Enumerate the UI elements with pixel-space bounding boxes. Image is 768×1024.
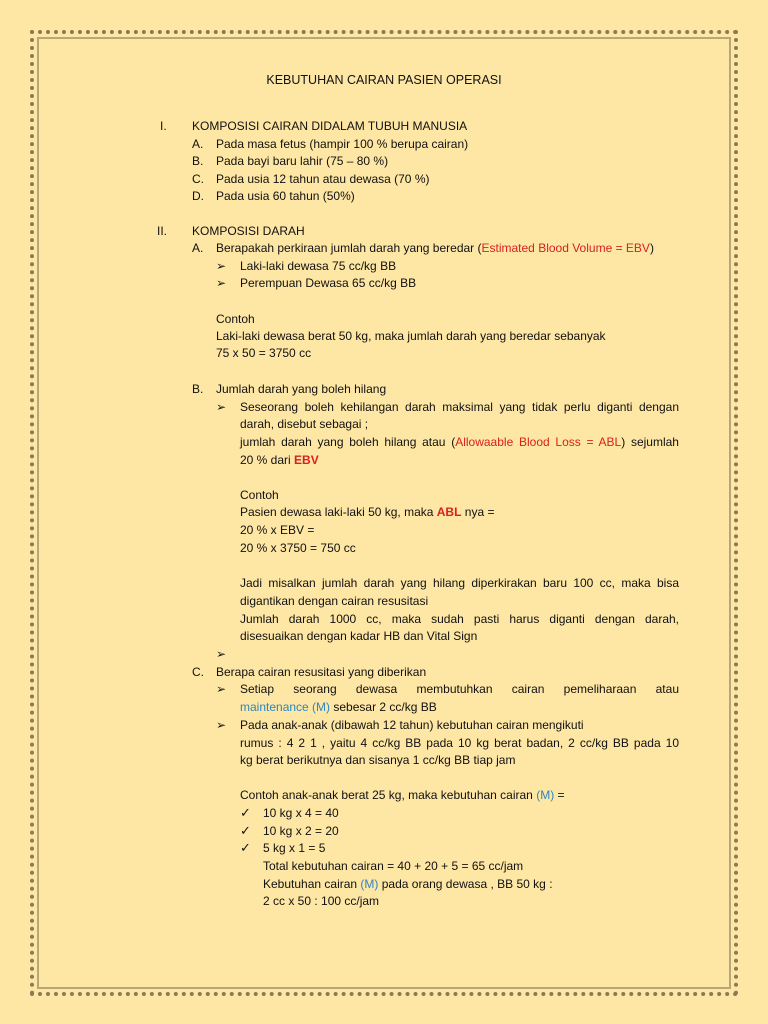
paragraph-text: Jadi misalkan jumlah darah yang hilang diperkirakan baru 100 cc, maka bisa	[240, 576, 679, 590]
list-label: A.	[192, 137, 204, 151]
paragraph-text: Setiap seorang dewasa membutuhkan cairan pemeliharaan atau	[240, 682, 679, 696]
text: )	[649, 241, 654, 255]
text: pada orang dewasa , BB 50 kg :	[378, 877, 553, 891]
text: =	[554, 788, 565, 802]
check-icon: ✓	[240, 840, 251, 855]
paragraph-text: disesuaikan dengan kadar HB dan Vital Sign	[240, 629, 478, 643]
section-2-number: II.	[157, 224, 168, 238]
text: nya =	[461, 505, 495, 519]
subsection-b-text: Jumlah darah yang boleh hilang	[216, 382, 387, 396]
text: Kebutuhan cairan	[263, 877, 361, 891]
text: jumlah darah yang boleh hilang atau (	[240, 435, 456, 449]
paragraph-text: Seseorang boleh kehilangan darah maksimal yang tidak perlu diganti dengan	[240, 400, 679, 414]
maintenance-term: maintenance (M)	[240, 700, 331, 714]
text: Pasien dewasa laki-laki 50 kg, maka	[240, 505, 437, 519]
text: sebesar 2 cc/kg BB	[330, 700, 437, 714]
text: Berapakah perkiraan jumlah darah yang beredar (	[216, 241, 482, 255]
paragraph-text: digantikan dengan cairan resusitasi	[240, 594, 429, 608]
calc-line: 10 kg x 2 = 20	[263, 824, 339, 838]
bullet-text: Laki-laki dewasa 75 cc/kg BB	[240, 259, 397, 273]
subsection-a-text	[216, 240, 654, 257]
list-label: D.	[192, 189, 204, 203]
m-term: (M)	[360, 877, 379, 891]
list-label: B.	[192, 154, 204, 168]
arrow-bullet-icon: ➢	[216, 259, 227, 273]
paragraph-text	[240, 434, 679, 451]
section-2-heading: KOMPOSISI DARAH	[192, 224, 305, 238]
arrow-bullet-icon: ➢	[216, 682, 227, 696]
check-icon: ✓	[240, 823, 251, 838]
example-text: 20 % x EBV =	[240, 523, 315, 537]
arrow-bullet-icon: ➢	[216, 647, 227, 661]
paragraph-text	[240, 699, 437, 716]
arrow-bullet-icon: ➢	[216, 718, 227, 732]
section-1-heading: KOMPOSISI CAIRAN DIDALAM TUBUH MANUSIA	[192, 119, 468, 133]
paragraph-text	[240, 452, 319, 469]
calc-line: 5 kg x 1 = 5	[263, 841, 326, 855]
list-label: C.	[192, 172, 204, 186]
arrow-bullet-icon: ➢	[216, 400, 227, 414]
example-text: 75 x 50 = 3750 cc	[216, 346, 312, 360]
m-term: (M)	[536, 788, 555, 802]
paragraph-text: rumus : 4 2 1 , yaitu 4 cc/kg BB pada 10 kg berat badan, 2 cc/kg BB pada 10	[240, 736, 679, 750]
paragraph-text: Pada anak-anak (dibawah 12 tahun) kebutuhan cairan mengikuti	[240, 718, 584, 732]
adult-need-line	[263, 876, 553, 893]
list-label: B.	[192, 382, 204, 396]
list-item: Pada bayi baru lahir (75 – 80 %)	[216, 154, 389, 168]
paragraph-text: Jumlah darah 1000 cc, maka sudah pasti harus diganti dengan darah,	[240, 612, 679, 626]
list-item: Pada usia 12 tahun atau dewasa (70 %)	[216, 172, 430, 186]
adult-calc-line: 2 cc x 50 : 100 cc/jam	[263, 894, 380, 908]
paragraph-text: kg berat berikutnya dan sisanya 1 cc/kg BB tiap jam	[240, 753, 516, 767]
example-text: 20 % x 3750 = 750 cc	[240, 541, 356, 555]
calc-line: 10 kg x 4 = 40	[263, 806, 339, 820]
paragraph-text: darah, disebut sebagai ;	[240, 417, 369, 431]
bullet-text: Perempuan Dewasa 65 cc/kg BB	[240, 276, 417, 290]
abl-term: Allowaable Blood Loss = ABL	[455, 435, 622, 449]
total-line: Total kebutuhan cairan = 40 + 20 + 5 = 65 cc/jam	[263, 859, 524, 873]
arrow-bullet-icon: ➢	[216, 276, 227, 290]
text: ) sejumlah	[621, 435, 679, 449]
list-item: Pada masa fetus (hampir 100 % berupa cairan)	[216, 137, 469, 151]
list-label: A.	[192, 241, 204, 255]
abl-term: ABL	[436, 505, 462, 519]
example-label: Contoh	[240, 488, 279, 502]
example-text	[240, 504, 494, 521]
ebv-term: Estimated Blood Volume = EBV	[481, 241, 650, 255]
list-label: C.	[192, 665, 204, 679]
example-text	[240, 787, 565, 804]
document-title: KEBUTUHAN CAIRAN PASIEN OPERASI	[266, 73, 502, 87]
text: 20 % dari	[240, 453, 295, 467]
example-text: Laki-laki dewasa berat 50 kg, maka jumlah darah yang beredar sebanyak	[216, 329, 606, 343]
subsection-c-text: Berapa cairan resusitasi yang diberikan	[216, 665, 427, 679]
ebv-term: EBV	[294, 453, 319, 467]
section-1-number: I.	[160, 119, 167, 133]
text: Contoh anak-anak berat 25 kg, maka kebutuhan cairan	[240, 788, 537, 802]
example-label: Contoh	[216, 312, 255, 326]
list-item: Pada usia 60 tahun (50%)	[216, 189, 355, 203]
check-icon: ✓	[240, 805, 251, 820]
